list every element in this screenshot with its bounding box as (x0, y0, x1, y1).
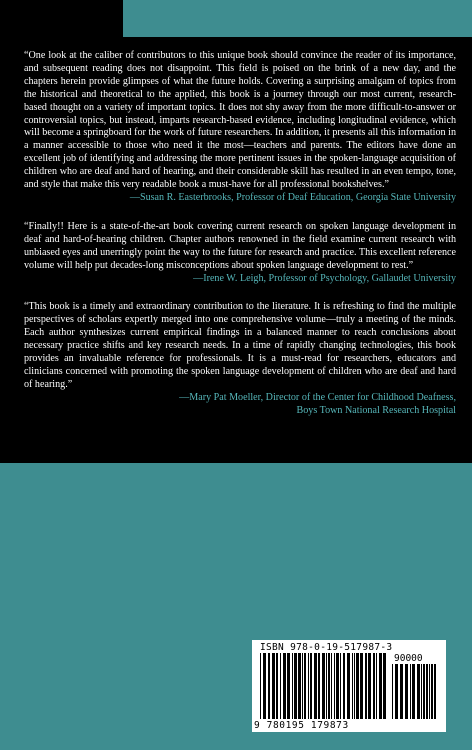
attribution-line: Boys Town National Research Hospital (296, 404, 456, 416)
endorsement-quote-3: “This book is a timely and extraordinary contribution to the literature. It is refreshing to find the multiple perspectives of scholars expertly merged into one comprehensive volume—truly a meeting of the minds. Each author synthesizes current empirical findings in a balanced manner to reach conclusions about necessary practice shifts and key research needs. In a time of rapidly changing technologies, this book provides an invaluable reference for professionals. It is a must-read for researchers, educators and clinicians concerned with promoting the spoken language development of children who are deaf and hard of hearing.” (24, 301, 456, 390)
barcode-bar (260, 653, 261, 719)
endorsement-attribution-3 (24, 392, 456, 418)
addon-barcode (392, 664, 436, 719)
ean-digits: 9 780195 179873 (254, 720, 349, 731)
barcode-bar (276, 653, 278, 719)
attribution-line: —Susan R. Easterbrooks, Professor of Deaf Education, Georgia State University (129, 191, 456, 203)
barcode-bar (263, 653, 266, 719)
barcode-bar (354, 653, 355, 719)
barcode-bar (360, 653, 363, 719)
barcode-bar (302, 653, 303, 719)
barcode-bar (304, 653, 306, 719)
barcode-bar (431, 664, 433, 719)
barcode-bar (322, 653, 325, 719)
top-teal-accent (123, 0, 472, 37)
barcode-bar (383, 653, 386, 719)
barcode-bar (298, 653, 301, 719)
barcode-bar (352, 653, 353, 719)
barcode-bar (365, 653, 367, 719)
barcode-bar (347, 653, 350, 719)
endorsements-section (24, 50, 456, 418)
barcode-bar (376, 653, 377, 719)
barcode-bar (340, 653, 341, 719)
barcode-bar (326, 653, 327, 719)
barcode-bar (379, 653, 382, 719)
endorsement-quote-1: “One look at the caliber of contributors to this unique book should convince the reader of its importance, and subsequent reading does not disappoint. This field is poised on the brink of a new day, and the chapters herein provide glimpses of what the future holds. Covering a surprising amalgam of topics from the historical and theoretical to the applied, this book is a journey through our most current, research-based thought on a variety of important topics. It does not shy away from the more difficult-to-answer or controversial topics, but instead, imparts research-based evidence, including longitudinal evidence, which will become a springboard for the work of future researchers. In addition, it presents all this information in a manner accessible to those who need it the most—teachers and parents. The editors have done an excellent job of identifying and addressing the more pertinent issues in the spoken-language acquisition of children who are deaf and hard of hearing, and their considerable skill has resulted in an even tempo, tone, and style that make this very readable book a must-have for all professional bookshelves.” (24, 50, 456, 191)
barcode-bar (356, 653, 359, 719)
barcode-bar (434, 664, 436, 719)
attribution-line: —Irene W. Leigh, Professor of Psychology, Gallaudet University (193, 272, 456, 284)
isbn-number: ISBN 978-0-19-517987-3 (260, 642, 393, 653)
barcode-bar (343, 653, 345, 719)
barcode-bar (331, 653, 332, 719)
barcode-bar (294, 653, 297, 719)
barcode-bar (328, 653, 330, 719)
barcode-bar (283, 653, 286, 719)
barcode-bar (268, 653, 270, 719)
barcode-bar (400, 664, 403, 719)
barcode-bar (392, 664, 393, 719)
barcode-bar (421, 664, 422, 719)
barcode-bar (417, 664, 420, 719)
barcode-bar (272, 653, 275, 719)
barcode-bar (334, 653, 335, 719)
price-code: 90000 (394, 653, 423, 664)
barcode-bar (373, 653, 375, 719)
endorsement-attribution-1 (24, 192, 456, 205)
barcode-bar (314, 653, 317, 719)
barcode-bar (336, 653, 339, 719)
ean-barcode (260, 653, 386, 719)
barcode-bar (429, 664, 430, 719)
barcode-bar (405, 664, 408, 719)
barcode-bar (426, 664, 428, 719)
barcode-bar (287, 653, 290, 719)
barcode-bar (318, 653, 320, 719)
attribution-line: —Mary Pat Moeller, Director of the Center for Childhood Deafness, (179, 391, 456, 403)
barcode-bar (412, 664, 415, 719)
barcode-bar (280, 653, 281, 719)
barcode-label (252, 640, 446, 732)
barcode-bar (310, 653, 312, 719)
barcode-bar (308, 653, 309, 719)
endorsement-quote-2: “Finally!! Here is a state-of-the-art book covering current research on spoken language development in deaf and hard-of-hearing children. Chapter authors renowned in the field examine current research with unbiased eyes and unerringly point the way to the future for research and practice. This excellent reference volume will help put decades-long misconceptions about spoken language development to rest.” (24, 220, 456, 271)
barcode-bar (395, 664, 398, 719)
endorsement-attribution-2 (24, 273, 456, 286)
barcode-bar (292, 653, 293, 719)
barcode-bar (423, 664, 425, 719)
barcode-bar (368, 653, 371, 719)
barcode-bar (410, 664, 411, 719)
